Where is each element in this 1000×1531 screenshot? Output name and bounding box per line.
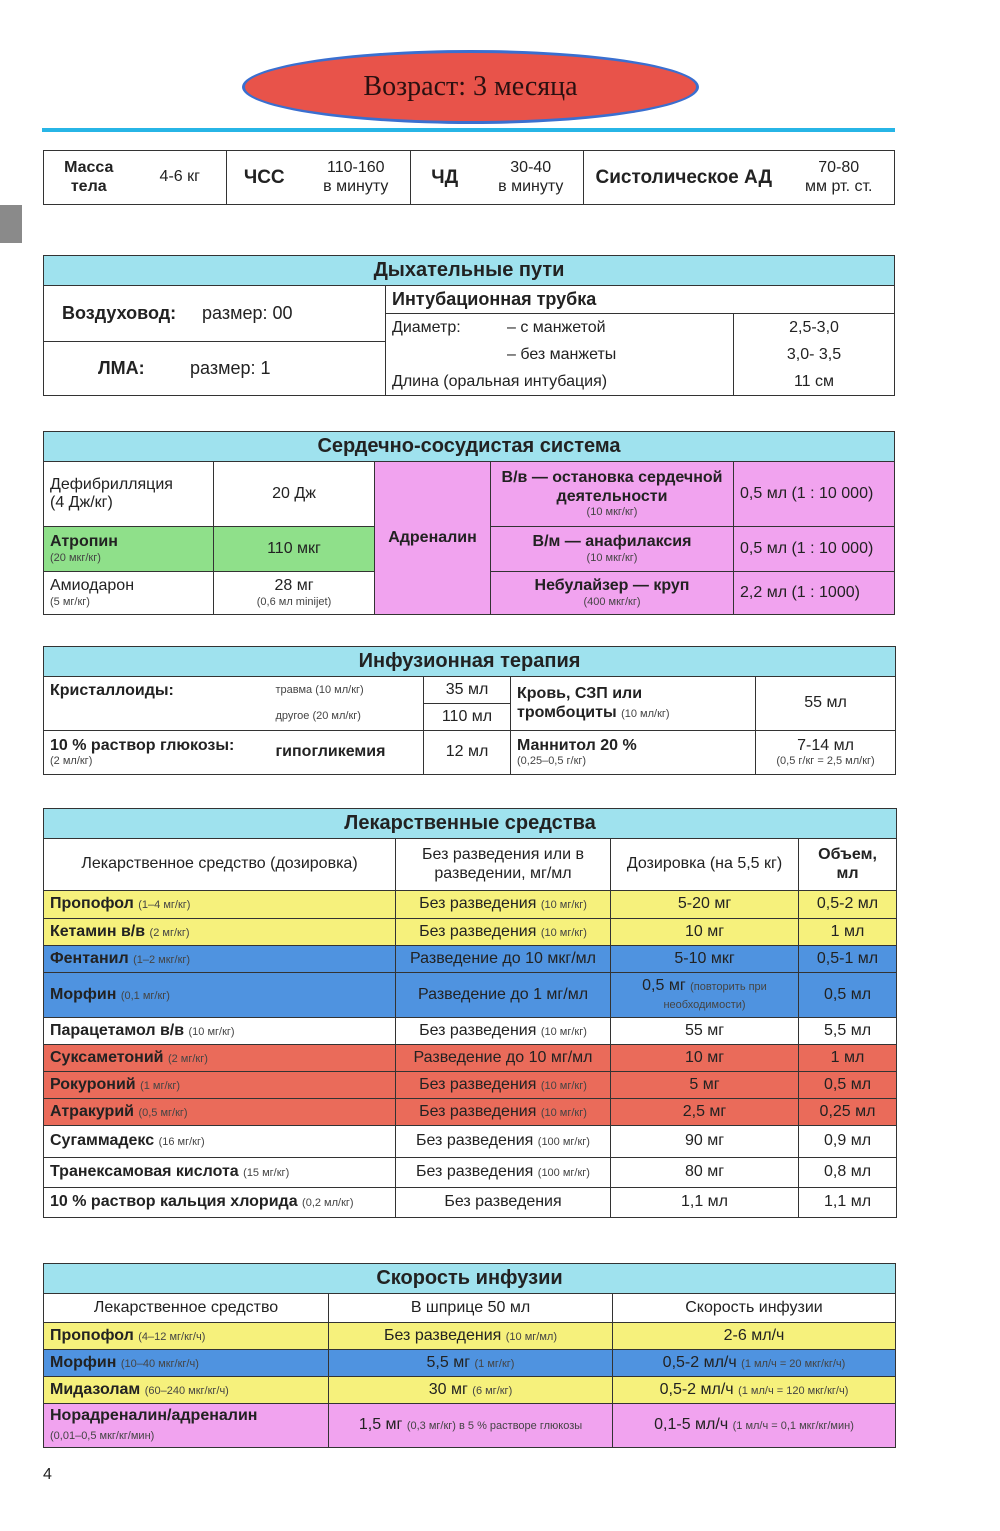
atropine-sub: (20 мкг/кг) xyxy=(50,551,101,564)
infusion-table xyxy=(43,646,896,775)
drug-dilution-note: (100 мг/кг) xyxy=(537,1167,590,1180)
table-row xyxy=(44,1099,897,1126)
table-row xyxy=(44,1045,897,1072)
drug-dilution: Без разведения xyxy=(416,1132,534,1150)
infusion-rate-note: (1 мл/ч = 120 мкг/кг/ч) xyxy=(738,1384,849,1397)
drug-dilution: Без разведения xyxy=(419,1021,537,1039)
drug-dilution: Без разведения xyxy=(419,922,537,940)
rates-table xyxy=(43,1263,896,1448)
cardio-table xyxy=(43,431,895,615)
airway-label: Воздуховод: xyxy=(62,303,177,324)
syringe-note: (10 мг/мл) xyxy=(505,1330,557,1343)
divider xyxy=(42,128,895,132)
drug-dilution: Без разведения xyxy=(416,1163,534,1181)
drug-amount: 80 мг xyxy=(684,1163,725,1181)
route-value: 2,2 мл (1 : 1000) xyxy=(734,572,895,615)
glucose-dose: (2 мл/кг) xyxy=(50,755,93,768)
tube-title: Интубационная трубка xyxy=(386,286,895,314)
drug-volume: 0,25 мл xyxy=(799,1099,897,1126)
drug-dilution-note: (10 мг/кг) xyxy=(540,1025,587,1038)
drug-dilution: Без разведения xyxy=(419,1075,537,1093)
drug-name: Атракурий xyxy=(50,1102,134,1120)
drug-name: Сугаммадекс xyxy=(50,1132,155,1150)
route-name: Небулайзер — круп xyxy=(534,577,690,595)
drug-dilution-note: (10 мг/кг) xyxy=(540,1106,587,1119)
table-row xyxy=(44,1188,897,1218)
bp-label: Систолическое АД xyxy=(584,151,784,205)
blood-label-2: тромбоциты xyxy=(517,703,617,721)
column-header: В шприце 50 мл xyxy=(329,1294,613,1323)
drug-dose: (16 мг/кг) xyxy=(158,1136,205,1149)
rr-label: ЧД xyxy=(411,151,479,205)
drug-dilution-note: (10 мг/кг) xyxy=(540,899,587,912)
drug-dilution-note: (100 мг/кг) xyxy=(537,1136,590,1149)
airway-size: размер: 00 xyxy=(202,303,293,324)
drug-amount: 1,1 мл xyxy=(680,1193,729,1211)
table-row xyxy=(44,1072,897,1099)
drug-name: Фентанил xyxy=(50,949,129,967)
drug-volume: 1 мл xyxy=(799,1045,897,1072)
drug-name: Суксаметоний xyxy=(50,1048,164,1066)
drug-dilution: Без разведения xyxy=(419,895,537,913)
syringe-note: (0,3 мг/кг) в 5 % растворе глюкозы xyxy=(406,1420,583,1433)
amiodarone-sub: (5 мг/кг) xyxy=(50,595,90,608)
cardio-title: Сердечно-сосудистая система xyxy=(44,432,895,462)
drug-dilution: Разведение до 1 мг/мл xyxy=(417,985,589,1003)
mass-label: Масса тела xyxy=(44,151,134,205)
mannitol-label: Маннитол 20 % xyxy=(517,736,637,754)
bp-unit: мм рт. ст. xyxy=(805,177,873,195)
drug-dilution: Без разведения xyxy=(444,1193,562,1211)
drug-dilution: Разведение до 10 мг/мл xyxy=(413,1048,593,1066)
drug-amount: 5-10 мкг xyxy=(674,949,735,967)
trauma-label: травма (10 мл/кг) xyxy=(270,677,424,704)
airway-title: Дыхательные пути xyxy=(44,256,895,286)
drug-volume: 5,5 мл xyxy=(799,1018,897,1045)
cuffed-value: 2,5-3,0 xyxy=(734,314,895,342)
drug-dilution-note: (10 мг/кг) xyxy=(540,926,587,939)
table-row xyxy=(44,919,897,946)
infusion-rate-note: (1 мл/ч = 20 мкг/кг/ч) xyxy=(741,1357,846,1370)
hr-value: 110-160 xyxy=(326,159,385,177)
vitals-table xyxy=(43,150,895,205)
age-title: Возраст: 3 месяца xyxy=(242,50,699,124)
syringe-note: (6 мг/кг) xyxy=(472,1384,513,1397)
drug-dose: (10 мг/кг) xyxy=(188,1025,235,1038)
drug-name: Морфин xyxy=(50,985,117,1003)
table-row xyxy=(44,1404,896,1448)
page-tab-marker xyxy=(0,205,22,243)
cuffed-label: – с манжетой xyxy=(507,318,606,336)
drug-amount: 2,5 мг xyxy=(682,1102,727,1120)
route-name: В/в — остановка сердечной деятельности xyxy=(501,469,723,505)
drug-name: Парацетамол в/в xyxy=(50,1021,185,1039)
drug-volume: 0,5-1 мл xyxy=(799,946,897,973)
drug-amount: 10 мг xyxy=(684,1048,725,1066)
drug-amount: 90 мг xyxy=(684,1132,725,1150)
route-name: В/м — анафилаксия xyxy=(532,533,692,551)
diameter-label: Диаметр: xyxy=(392,318,461,336)
infusion-title: Инфузионная терапия xyxy=(44,647,896,677)
bp-value: 70-80 xyxy=(818,159,860,177)
drug-amount: 55 мг xyxy=(684,1021,725,1039)
defib-value: 20 Дж xyxy=(214,462,375,527)
drug-amount: 5 мг xyxy=(689,1075,720,1093)
infusion-rate: 0,5-2 мл/ч xyxy=(659,1380,734,1398)
drug-amount: 0,5 мг xyxy=(642,976,686,994)
hypoglycemia-label: гипогликемия xyxy=(270,731,424,775)
glucose-label: 10 % раствор глюкозы: xyxy=(50,736,235,754)
column-header: Лекарственное средство (дозировка) xyxy=(44,839,396,891)
route-value: 0,5 мл (1 : 10 000) xyxy=(734,462,895,527)
column-header: Скорость инфузии xyxy=(613,1294,896,1323)
drug-dose: (1 мг/кг) xyxy=(140,1079,181,1092)
length-label: Длина (оральная интубация) xyxy=(386,369,734,396)
hr-unit: в минуту xyxy=(323,177,389,195)
syringe-content: Без разведения xyxy=(383,1326,502,1344)
mass-value: 4-6 кг xyxy=(134,151,227,205)
drug-name: Мидазолам xyxy=(50,1380,141,1398)
airway-table xyxy=(43,255,895,396)
blood-dose: (10 мл/кг) xyxy=(621,707,670,720)
atropine-value: 110 мкг xyxy=(214,527,375,572)
drug-dilution: Без разведения xyxy=(419,1102,537,1120)
table-row xyxy=(44,1377,896,1404)
drug-dose: (4–12 мг/кг/ч) xyxy=(138,1330,206,1343)
mannitol-dose: (0,25–0,5 г/кг) xyxy=(517,755,587,768)
table-row xyxy=(44,1018,897,1045)
hr-label: ЧСС xyxy=(227,151,302,205)
drug-dose: (0,2 мл/кг) xyxy=(302,1197,354,1210)
table-row xyxy=(44,891,897,919)
column-header: Без разведения или в разведении, мг/мл xyxy=(396,839,611,891)
drug-dose: (2 мг/кг) xyxy=(167,1052,208,1065)
infusion-rate: 0,1-5 мл/ч xyxy=(654,1416,729,1434)
drug-dilution-note: (10 мг/кг) xyxy=(540,1079,587,1092)
route-value: 0,5 мл (1 : 10 000) xyxy=(734,527,895,572)
mannitol-value-sub: (0,5 г/кг = 2,5 мл/кг) xyxy=(776,755,875,768)
drug-dose: (2 мг/кг) xyxy=(149,926,190,939)
drug-volume: 0,5 мл xyxy=(799,973,897,1018)
table-row xyxy=(44,1126,897,1158)
drug-dose: (0,1 мг/кг) xyxy=(120,989,170,1002)
rr-value: 30-40 xyxy=(510,159,552,177)
table-row xyxy=(44,946,897,973)
syringe-content: 5,5 мг xyxy=(426,1353,471,1371)
infusion-rate: 2-6 мл/ч xyxy=(723,1326,785,1344)
crystalloids-label: Кристаллоиды: xyxy=(44,677,270,731)
infusion-rate: 0,5-2 мл/ч xyxy=(662,1353,737,1371)
lma-size: размер: 1 xyxy=(190,358,271,379)
drug-name: Транексамовая кислота xyxy=(50,1163,239,1181)
drug-dose: (1–4 мг/кг) xyxy=(138,899,191,912)
drug-dose: (10–40 мкг/кг/ч) xyxy=(120,1357,199,1370)
drug-name: Кетамин в/в xyxy=(50,922,146,940)
table-row xyxy=(44,1158,897,1188)
drug-dilution: Разведение до 10 мкг/мл xyxy=(410,949,596,967)
drug-dose: (0,5 мг/кг) xyxy=(138,1106,188,1119)
drug-name: Морфин xyxy=(50,1353,117,1371)
lma-label: ЛМА: xyxy=(98,358,145,379)
uncuffed-label: – без манжеты xyxy=(507,345,617,363)
page-number: 4 xyxy=(43,1466,52,1483)
drug-dose: (15 мг/кг) xyxy=(243,1167,290,1180)
rr-unit: в минуту xyxy=(498,177,564,195)
amiodarone-value: 28 мг xyxy=(274,577,314,595)
drug-amount: 5-20 мг xyxy=(677,895,732,913)
atropine-name: Атропин xyxy=(50,533,118,551)
drug-name: Норадреналин/адреналин xyxy=(50,1407,258,1425)
amiodarone-name: Амиодарон xyxy=(50,577,135,595)
column-header: Лекарственное средство xyxy=(44,1294,329,1323)
drug-dose: (0,01–0,5 мкг/кг/мин) xyxy=(50,1429,155,1442)
blood-value: 55 мл xyxy=(756,677,896,731)
uncuffed-value: 3,0- 3,5 xyxy=(734,342,895,369)
other-label: другое (20 мл/кг) xyxy=(270,704,424,731)
mannitol-value: 7-14 мл xyxy=(797,736,854,754)
drug-volume: 0,5 мл xyxy=(799,1072,897,1099)
drugs-title: Лекарственные средства xyxy=(44,809,897,839)
drug-volume: 1,1 мл xyxy=(799,1188,897,1218)
route-dose: (10 мкг/кг) xyxy=(586,551,638,564)
drug-amount-note: (повторить при необходимости) xyxy=(663,980,767,1011)
adrenaline-label: Адреналин xyxy=(375,462,491,615)
drug-volume: 0,9 мл xyxy=(799,1126,897,1158)
length-value: 11 см xyxy=(734,369,895,396)
other-value: 110 мл xyxy=(424,704,511,731)
defib-name: Дефибрилляция xyxy=(50,475,173,493)
infusion-rate-note: (1 мл/ч = 0,1 мкг/кг/мин) xyxy=(732,1420,854,1433)
drugs-table xyxy=(43,808,897,1218)
rates-title: Скорость инфузии xyxy=(44,1264,896,1294)
blood-label: Кровь, СЗП или xyxy=(517,685,643,703)
syringe-content: 1,5 мг xyxy=(358,1416,403,1434)
table-row xyxy=(44,973,897,1018)
drug-dose: (1–2 мкг/кг) xyxy=(133,953,191,966)
amiodarone-value-sub: (0,6 мл minijet) xyxy=(256,595,332,608)
column-header: Объем, мл xyxy=(799,839,897,891)
drug-name: 10 % раствор кальция хлорида xyxy=(50,1193,298,1211)
defib-sub: (4 Дж/кг) xyxy=(50,494,113,511)
route-dose: (400 мкг/кг) xyxy=(583,595,641,608)
syringe-note: (1 мг/кг) xyxy=(474,1357,515,1370)
column-header: Дозировка (на 5,5 кг) xyxy=(611,839,799,891)
drug-name: Пропофол xyxy=(50,1326,134,1344)
route-dose: (10 мкг/кг) xyxy=(586,506,638,519)
table-row xyxy=(44,1323,896,1350)
drug-volume: 0,5-2 мл xyxy=(799,891,897,919)
drug-dose: (60–240 мкг/кг/ч) xyxy=(144,1384,229,1397)
drug-volume: 1 мл xyxy=(799,919,897,946)
drug-amount: 10 мг xyxy=(684,922,725,940)
drug-name: Рокуроний xyxy=(50,1075,136,1093)
trauma-value: 35 мл xyxy=(424,677,511,704)
drug-name: Пропофол xyxy=(50,895,134,913)
glucose-value: 12 мл xyxy=(424,731,511,775)
table-row xyxy=(44,1350,896,1377)
drug-volume: 0,8 мл xyxy=(799,1158,897,1188)
syringe-content: 30 мг xyxy=(428,1380,468,1398)
